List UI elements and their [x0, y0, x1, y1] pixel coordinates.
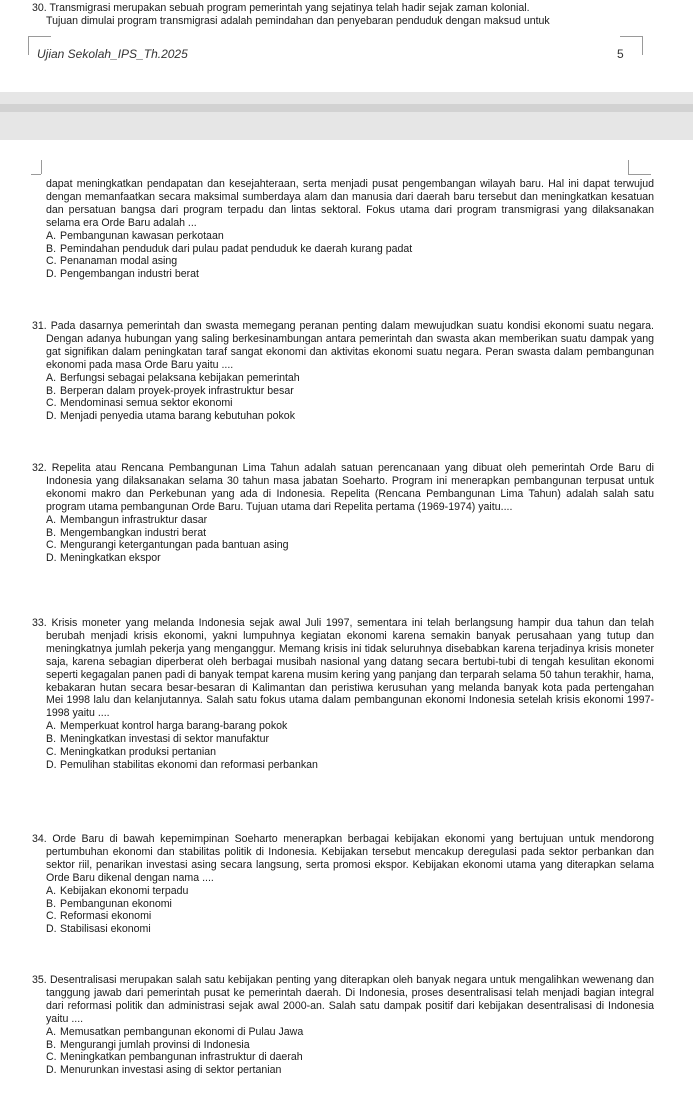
option-30-a[interactable]: [46, 230, 654, 243]
crop-mark: [41, 160, 43, 174]
question-35: [32, 974, 654, 1077]
option-31-c[interactable]: [46, 397, 654, 410]
option-text: Pembangunan ekonomi: [60, 897, 172, 910]
question-31-stem: 31. Pada dasarnya pemerintah dan swasta memegang peranan penting dalam mewujudkan suatu kondisi ekonomi suatu negara. Dengan adanya hubungan yang saling berkesinambungan antara pemerintah dan swasta akan memberikan suatu dampak yang gat signifikan dalam peningkatan taraf sangat ekonomi dan aktivitas ekonomi suatu negara. Peran swasta dalam pembangunan ekonomi pada masa Orde Baru yaitu ....: [32, 320, 654, 371]
option-34-d[interactable]: [46, 923, 654, 936]
option-letter: D.: [46, 923, 57, 936]
option-text: Meningkatkan investasi di sektor manufaktur: [60, 733, 270, 746]
question-30-top: [32, 2, 654, 28]
option-letter: A.: [46, 513, 57, 526]
option-33-a[interactable]: [46, 720, 654, 733]
question-34-options: [32, 885, 654, 937]
option-text: Pemindahan penduduk dari pulau padat penduduk ke daerah kurang padat: [60, 242, 413, 255]
option-letter: A.: [46, 1025, 57, 1038]
option-text: Mendominasi semua sektor ekonomi: [60, 397, 233, 410]
option-text: Berperan dalam proyek-proyek infrastruktur besar: [60, 384, 294, 397]
option-text: Pembangunan kawasan perkotaan: [60, 229, 224, 242]
option-letter: D.: [46, 1064, 57, 1077]
option-text: Berfungsi sebagai pelaksana kebijakan pemerintah: [60, 371, 300, 384]
question-31: [32, 320, 654, 423]
question-35-options: [32, 1026, 654, 1078]
question-35-stem: 35. Desentralisasi merupakan salah satu kebijakan penting yang diterapkan oleh banyak negara untuk mengalihkan wewenang dan tanggung jawab dari pemerintah pusat ke pemerintah daerah. Di Indonesia, proses desentralisasi telah menjadi bagian integral dari reformasi politik dan administrasi sejak awal 2000-an. Salah satu dampak positif dari kebijakan desentralisasi di Indonesia yaitu ....: [32, 974, 654, 1025]
option-34-a[interactable]: [46, 885, 654, 898]
option-30-d[interactable]: [46, 268, 654, 281]
option-letter: C.: [46, 255, 57, 268]
option-letter: C.: [46, 910, 57, 923]
option-31-a[interactable]: [46, 372, 654, 385]
question-30-stem-line1: 30. Transmigrasi merupakan sebuah program pemerintah yang sejatinya telah hadir sejak zaman kolonial.: [32, 2, 530, 14]
option-35-c[interactable]: [46, 1051, 654, 1064]
option-text: Reformasi ekonomi: [60, 910, 152, 923]
option-text: Menurunkan investasi asing di sektor pertanian: [60, 1064, 282, 1077]
page-shadow: [0, 104, 693, 112]
option-32-a[interactable]: [46, 514, 654, 527]
option-letter: B.: [46, 526, 57, 539]
page-footer-title: Ujian Sekolah_IPS_Th.2025: [37, 47, 188, 61]
option-31-b[interactable]: [46, 385, 654, 398]
option-text: Memusatkan pembangunan ekonomi di Pulau Jawa: [60, 1025, 304, 1038]
question-32-stem: 32. Repelita atau Rencana Pembangunan Lima Tahun adalah satuan perencanaan yang dibuat oleh pemerintah Orde Baru di Indonesia yang dilaksanakan selama 30 tahun masa jabatan Soeharto. Program ini menerapkan pembangunan terpusat untuk ekonomi makro dan Perkebunan yang ada di Indonesia. Repelita (Rencana Pembangunan Lima Tahun) adalah salah satu program utama pembangunan Orde Baru. Tujuan utama dari Repelita pertama (1969-1974) yaitu....: [32, 462, 654, 513]
question-33-stem: 33. Krisis moneter yang melanda Indonesia sejak awal Juli 1997, sementara ini telah berlangsung hampir dua tahun dan telah berubah menjadi krisis ekonomi, yakni lumpuhnya kegiatan ekonomi karena semakin banyak perusahaan yang tutup dan meningkatnya jumlah pekerja yang menganggur. Memang krisis ini tidak seluruhnya disebabkan karena terjadinya krisis moneter saja, karena sebagian diperberat oleh berbagai musibah nasional yang datang secara bertubi-tubi di tengah kesulitan ekonomi seperti kegagalan panen padi di banyak tempat karena musim kering yang panjang dan terparah selama 50 tahun terakhir, hama, kebakaran hutan secara besar-besaran di Kalimantan dan peristiwa kerusuhan yang melanda banyak kota pada pertengahan Mei 1998 lalu dan kelanjutannya. Salah satu fokus utama dalam pembangunan ekonomi Indonesia setelah krisis ekonomi 1997-1998 yaitu ....: [32, 617, 654, 720]
option-35-a[interactable]: [46, 1026, 654, 1039]
option-text: Mengurangi ketergantungan pada bantuan asing: [60, 539, 289, 552]
option-letter: C.: [46, 1051, 57, 1064]
option-letter: B.: [46, 242, 57, 255]
option-33-c[interactable]: [46, 746, 654, 759]
option-30-c[interactable]: [46, 255, 654, 268]
question-33-options: [32, 720, 654, 772]
option-31-d[interactable]: [46, 410, 654, 423]
option-letter: A.: [46, 229, 57, 242]
crop-mark: [628, 160, 651, 175]
question-30-stem-continued: dapat meningkatkan pendapatan dan kesejahteraan, serta menjadi pusat pengembangan wilayah baru. Hal ini dapat terwujud dengan memanfaatkan secara maksimal sumberdaya alam dan manusia dari daerah baru tersebut dan meningkatkan kesatuan dan persatuan bangsa dari program terpadu dan lintas sektoral. Fokus utama dari program transmigrasi yang dilaksanakan selama era Orde Baru adalah ...: [46, 178, 654, 229]
option-letter: D.: [46, 268, 57, 281]
question-33: [32, 617, 654, 772]
option-letter: D.: [46, 552, 57, 565]
option-text: Kebijakan ekonomi terpadu: [60, 884, 189, 897]
option-text: Memperkuat kontrol harga barang-barang pokok: [60, 720, 288, 733]
option-text: Menjadi penyedia utama barang kebutuhan pokok: [60, 410, 295, 423]
option-text: Pemulihan stabilitas ekonomi dan reformasi perbankan: [60, 758, 318, 771]
option-text: Membangun infrastruktur dasar: [60, 513, 208, 526]
question-30-continued: [32, 178, 654, 281]
option-letter: B.: [46, 384, 57, 397]
page-separator: [0, 92, 693, 140]
option-text: Meningkatkan pembangunan infrastruktur di daerah: [60, 1051, 303, 1064]
option-33-b[interactable]: [46, 733, 654, 746]
option-35-d[interactable]: [46, 1064, 654, 1077]
option-letter: A.: [46, 371, 57, 384]
option-30-b[interactable]: [46, 243, 654, 256]
option-32-d[interactable]: [46, 552, 654, 565]
question-30-options: [32, 230, 654, 282]
option-letter: A.: [46, 720, 57, 733]
option-letter: A.: [46, 884, 57, 897]
option-text: Mengembangkan industri berat: [60, 526, 207, 539]
option-letter: D.: [46, 758, 57, 771]
option-text: Pengembangan industri berat: [60, 268, 199, 281]
option-text: Meningkatkan produksi pertanian: [60, 746, 217, 759]
option-letter: C.: [46, 539, 57, 552]
crop-mark: [31, 160, 41, 175]
question-31-options: [32, 372, 654, 424]
option-33-d[interactable]: [46, 759, 654, 772]
previous-page-bottom: [0, 0, 693, 92]
option-35-b[interactable]: [46, 1039, 654, 1052]
option-letter: B.: [46, 897, 57, 910]
option-letter: D.: [46, 410, 57, 423]
option-text: Penanaman modal asing: [60, 255, 178, 268]
option-32-b[interactable]: [46, 527, 654, 540]
question-34-stem: 34. Orde Baru di bawah kepemimpinan Soeharto menerapkan berbagai kebijakan ekonomi yang bertujuan untuk mendorong pertumbuhan ekonomi dan stabilitas politik di Indonesia. Kebijakan tersebut mencakup deregulasi pada sektor perbankan dan sektor riil, penarikan investasi asing secara langsung, serta promosi ekspor. Kebijakan ekonomi utama yang diterapkan selama Orde Baru dikenal dengan nama ....: [32, 833, 654, 884]
question-34: [32, 833, 654, 936]
option-text: Meningkatkan ekspor: [60, 552, 161, 565]
question-32-options: [32, 514, 654, 566]
option-letter: C.: [46, 397, 57, 410]
option-text: Stabilisasi ekonomi: [60, 923, 151, 936]
question-30-stem-line2: Tujuan dimulai program transmigrasi adalah pemindahan dan penyebaran penduduk dengan maksud untuk: [46, 14, 550, 27]
option-32-c[interactable]: [46, 539, 654, 552]
option-34-b[interactable]: [46, 898, 654, 911]
option-letter: C.: [46, 746, 57, 759]
option-letter: B.: [46, 733, 57, 746]
option-text: Mengurangi jumlah provinsi di Indonesia: [60, 1038, 250, 1051]
page-number: 5: [617, 47, 624, 61]
option-34-c[interactable]: [46, 910, 654, 923]
option-letter: B.: [46, 1038, 57, 1051]
question-32: [32, 462, 654, 565]
